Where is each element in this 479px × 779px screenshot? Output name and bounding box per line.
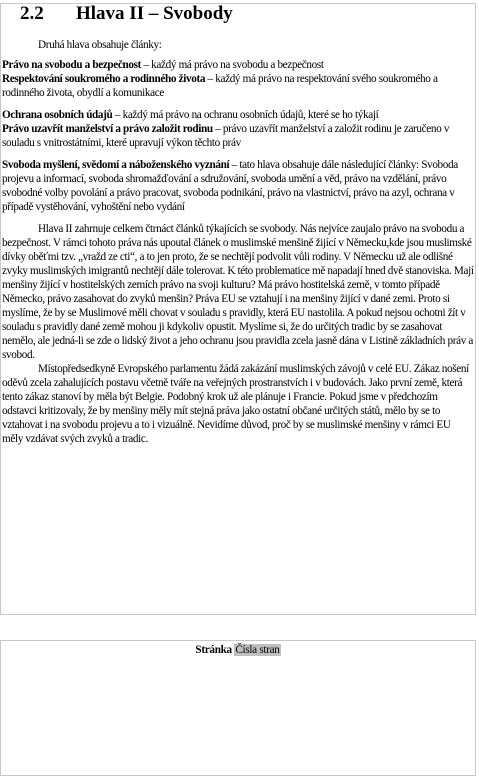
page-number-field[interactable]: Čísla stran	[235, 644, 280, 656]
body-paragraph: Místopředsedkyně Evropského parlamentu žádá zakázání muslimských závojů v celé EU. Zákaz nošení oděvů zcela zahalujících postavu včetně tváře na veřejných prostranstvích i v budovách. Jako první země, která tento zákaz stanoví by měla být Belgie. Podobný krok už ale plánuje i Francie. Pokud jsme v předchozím odstavci kritizovaly, že by menšiny měly mít stejná práva jako ostatní občané určitých států, mělo by se to vztahovat i na svobodu projevu a to i vizuálně. Nevidíme důvod, proč by se muslimské menšiny v rámci EU měly vzdávat svých zvyků a tradic.	[2, 363, 469, 445]
article-text: – právo uzavřít manželství a založit rodinu je zaručeno v souladu s vnitrostátními, které upravují výkon těchto práv	[2, 123, 450, 149]
article-item	[2, 108, 474, 122]
section-number: 2.2	[20, 3, 44, 24]
article-term: Respektování soukromého a rodinného života	[2, 73, 206, 85]
article-item	[2, 122, 474, 150]
article-term: Právo uzavřít manželství a právo založit rodinu	[2, 123, 213, 135]
page-footer	[0, 643, 476, 657]
article-text: – každý má právo na ochranu osobních údajů, které se ho týkají	[112, 109, 379, 121]
article-item	[2, 158, 474, 214]
article-text: – tato hlava obsahuje dále následující články: Svoboda projevu a informací, svoboda shromažďování a sdružování, svoboda umění a věd, právo na vzdělání, právo svobodné volby povolání a právo pracovat, svoboda podnikání, právo na vlastnictví, právo na azyl, ochrana v případě vystěhování, vyhoštění nebo vydání	[2, 159, 458, 213]
section-title: Hlava II – Svobody	[76, 3, 233, 24]
intro-line: Druhá hlava obsahuje články:	[38, 39, 162, 51]
article-text: – každý má právo na svobodu a bezpečnost	[141, 59, 324, 71]
footer-area-boundary	[0, 640, 476, 776]
section-heading	[14, 3, 233, 25]
article-term: Právo na svobodu a bezpečnost	[2, 59, 142, 71]
article-text: – každý má právo na respektování svého soukromého a rodinného života, obydlí a komunikace	[2, 73, 438, 99]
article-item	[2, 58, 474, 72]
body-paragraph: Hlava II zahrnuje celkem čtrnáct článků týkajících se svobody. Nás nejvíce zaujalo právo na svobodu a bezpečnost. V rámci tohoto práva nás upoutal článek o muslimské menšině žijící v Německu,kde jsou muslimské dívky oběťmi tzv. „vražd ze cti“, a to jen proto, že se nechtějí podvolit vůli rodiny. V Německu už ale odlišné zvyky muslimských imigrantů nechtějí dále tolerovat. K této problematice mě napadají hned dvě stanoviska. Mají menšiny žijící v hostitelských zemích právo na svoji kulturu? Má právo hostitelská země, v tomto případě Německo, právo zasahovat do zvyků menšin? Práva EU se vztahují i na menšiny žijící v dané zemi. Proto si myslíme, že by se Muslimové měli chovat v souladu s pravidly, která EU nastolila. A pokud nejsou ochotni žít v souladu s pravidly dané země mohou ji kdykoliv opustit. Myslíme si, že do určitých tradic by se zasahovat nemělo, ale jedná-li se zde o lidský život a jeho ochranu jsou pravidla zcela jasně dána v Listině základních práv a svobod.	[2, 223, 474, 361]
article-term: Svoboda myšlení, svědomí a náboženského vyznání	[2, 159, 230, 171]
footer-label: Stránka	[195, 644, 232, 656]
document-body	[2, 38, 474, 446]
article-term: Ochrana osobních údajů	[2, 109, 113, 121]
article-item	[2, 72, 474, 100]
